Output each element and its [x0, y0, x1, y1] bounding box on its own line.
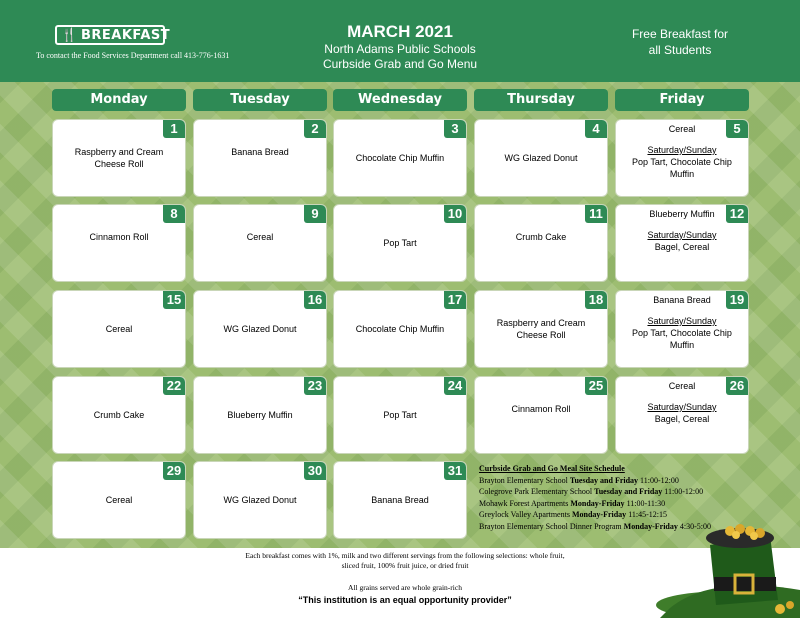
weekend-item: Pop Tart, Chocolate Chip Muffin	[632, 328, 732, 350]
menu-item: Blueberry Muffin	[649, 209, 715, 219]
weekend-label: Saturday/Sunday	[647, 402, 717, 412]
page-subtitle-district: North Adams Public Schools	[324, 42, 476, 56]
day-cell	[474, 119, 608, 197]
schedule-row: Mohawk Forest Apartments Monday-Friday 11:00-11:30	[479, 498, 666, 508]
day-cell	[474, 376, 608, 454]
day-cell	[52, 461, 186, 539]
day-cell	[193, 290, 327, 368]
weekend-item: Bagel, Cereal	[654, 414, 710, 424]
date-number: 23	[304, 377, 326, 395]
menu-item: Chocolate Chip Muffin	[355, 153, 445, 163]
day-cell	[615, 119, 749, 197]
menu-item: WG Glazed Donut	[504, 153, 578, 163]
logo-text: BREAKFAST	[81, 28, 171, 43]
day-cell	[193, 376, 327, 454]
menu-item: Cinnamon Roll	[89, 232, 149, 242]
day-cell	[52, 290, 186, 368]
day-header-monday: Monday	[52, 89, 186, 111]
date-number: 1	[163, 120, 185, 138]
day-cell	[333, 204, 467, 282]
menu-item: Cinnamon Roll	[511, 404, 571, 414]
day-header-thursday: Thursday	[474, 89, 608, 111]
date-number: 31	[444, 462, 466, 480]
menu-item: Cereal	[105, 324, 133, 334]
day-cell	[333, 119, 467, 197]
menu-item: WG Glazed Donut	[223, 324, 297, 334]
day-header-wednesday: Wednesday	[333, 89, 467, 111]
friday-menu	[620, 208, 744, 253]
date-number: 9	[304, 205, 326, 223]
free-breakfast-notice	[600, 26, 760, 58]
weekend-item: Bagel, Cereal	[654, 242, 710, 252]
schedule-heading: Curbside Grab and Go Meal Site Schedule	[479, 464, 625, 473]
page-subtitle-menu: Curbside Grab and Go Menu	[322, 57, 478, 71]
free-line-2: all Students	[648, 43, 712, 57]
menu-item: Banana Bread	[231, 147, 289, 157]
fork-knife-icon: 🍴	[61, 28, 78, 43]
menu-item: Banana Bread	[653, 295, 711, 305]
milk-note: Each breakfast comes with 1%, milk and two different servings from the following selections: whole fruit, sliced fruit, 100% fruit juice, or dried fruit	[245, 551, 565, 570]
weekend-label: Saturday/Sunday	[647, 230, 717, 240]
date-number: 16	[304, 291, 326, 309]
date-number: 4	[585, 120, 607, 138]
day-cell	[193, 119, 327, 197]
date-number: 17	[444, 291, 466, 309]
schedule-row: Colegrove Park Elementary School Tuesday and Friday 11:00-12:00	[479, 487, 704, 497]
day-cell	[615, 376, 749, 454]
date-number: 26	[726, 377, 748, 395]
menu-item: Pop Tart	[383, 238, 417, 248]
weekend-label: Saturday/Sunday	[647, 145, 717, 155]
date-number: 2	[304, 120, 326, 138]
schedule-row: Brayton Elementary School Dinner Program Monday-Friday 4:30-5:00	[479, 521, 711, 531]
header-banner	[0, 0, 800, 82]
date-number: 18	[585, 291, 607, 309]
contact-text: To contact the Food Services Department call 413-776-1631	[36, 51, 230, 60]
free-line-1: Free Breakfast for	[631, 27, 729, 41]
date-number: 30	[304, 462, 326, 480]
schedule-row: Greylock Valley Apartments Monday-Friday 11:45-12:15	[479, 510, 667, 520]
date-number: 5	[726, 120, 748, 138]
page-title: MARCH 2021	[347, 22, 453, 41]
grains-note: All grains served are whole grain-rich	[348, 583, 462, 592]
menu-item: Cereal	[668, 381, 696, 391]
day-cell	[615, 290, 749, 368]
menu-item: Raspberry and Cream Cheese Roll	[74, 147, 164, 169]
day-cell	[333, 376, 467, 454]
menu-item: Cereal	[246, 232, 274, 242]
weekend-label: Saturday/Sunday	[647, 316, 717, 326]
day-cell	[615, 204, 749, 282]
menu-item: Cereal	[105, 495, 133, 505]
day-cell	[193, 461, 327, 539]
date-number: 19	[726, 291, 748, 309]
day-cell	[52, 376, 186, 454]
day-header-tuesday: Tuesday	[193, 89, 327, 111]
date-number: 22	[163, 377, 185, 395]
date-number: 25	[585, 377, 607, 395]
menu-item: Chocolate Chip Muffin	[355, 324, 445, 334]
menu-item: Blueberry Muffin	[227, 410, 293, 420]
leprechaun-hat-icon	[650, 505, 800, 618]
menu-item: Raspberry and Cream Cheese Roll	[496, 318, 586, 340]
schedule-row: Brayton Elementary School Tuesday and Friday 11:00-12:00	[479, 475, 679, 485]
menu-item: Banana Bread	[371, 495, 429, 505]
date-number: 3	[444, 120, 466, 138]
day-cell	[474, 290, 608, 368]
day-cell	[333, 290, 467, 368]
weekend-item: Pop Tart, Chocolate Chip Muffin	[632, 157, 732, 179]
date-number: 11	[585, 205, 607, 223]
breakfast-logo	[55, 25, 171, 45]
date-number: 12	[726, 205, 748, 223]
friday-menu	[620, 380, 744, 425]
menu-item: Crumb Cake	[93, 410, 145, 420]
menu-item: WG Glazed Donut	[223, 495, 297, 505]
friday-menu	[620, 294, 744, 351]
day-cell	[474, 204, 608, 282]
equal-opportunity-statement: “This institution is an equal opportunity provider”	[298, 595, 512, 605]
day-header-friday: Friday	[615, 89, 749, 111]
date-number: 29	[163, 462, 185, 480]
day-cell	[333, 461, 467, 539]
date-number: 10	[444, 205, 466, 223]
date-number: 24	[444, 377, 466, 395]
menu-item: Cereal	[668, 124, 696, 134]
date-number: 15	[163, 291, 185, 309]
friday-menu	[620, 123, 744, 180]
day-cell	[193, 204, 327, 282]
menu-item: Crumb Cake	[515, 232, 567, 242]
day-cell	[52, 204, 186, 282]
menu-item: Pop Tart	[383, 410, 417, 420]
date-number: 8	[163, 205, 185, 223]
day-cell	[52, 119, 186, 197]
